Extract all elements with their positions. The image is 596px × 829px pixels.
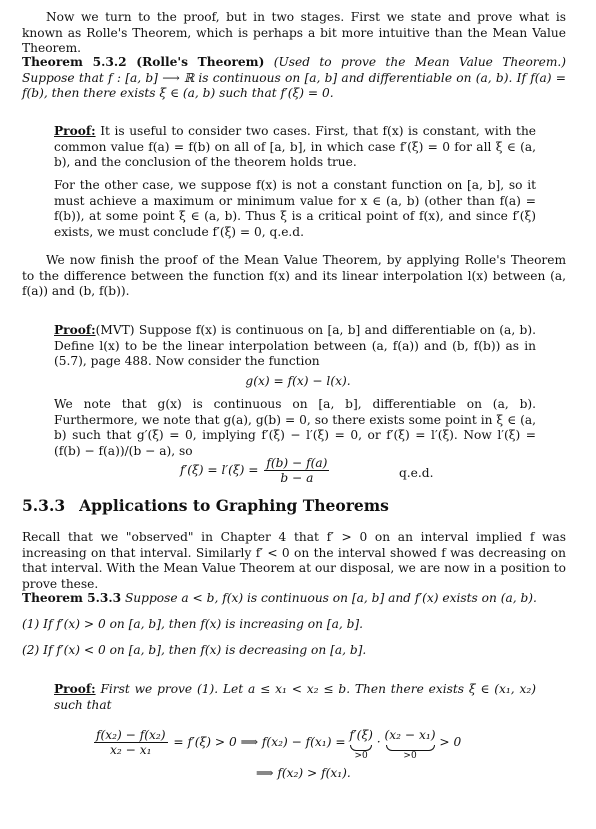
mvt-proof-text-1: (MVT) Suppose f(x) is continuous on [a, b] and differentiable on (a, b). Define l(x) to be the linear interpolation between (a, f(a)) and (b, f(b)) as in (5.7), page 488. Now consider the function — [54, 323, 536, 369]
mvt-proof-intro — [54, 323, 536, 370]
monotonic-equation — [92, 728, 461, 761]
underbrace-interval — [385, 728, 436, 761]
fraction-numerator: f(b) − f(a) — [266, 456, 328, 470]
proof-label: Proof: — [54, 682, 96, 696]
theorem-5-3-2 — [22, 55, 566, 102]
conclusion-line: ⟹ f(x₂) > f(x₁). — [256, 766, 351, 780]
theorem-5-3-3 — [22, 591, 566, 607]
equation-middle: = f′(ξ) > 0 ⟹ f(x₂) − f(x₁) = — [173, 735, 346, 749]
difference-quotient — [94, 728, 168, 757]
qed-mark: q.e.d. — [399, 466, 434, 480]
theorem-5-3-3-statement: Suppose a < b, f(x) is continuous on [a, b] and f′(x) exists on (a, b). — [124, 591, 537, 605]
underbrace-derivative — [349, 728, 373, 761]
rolle-proof-case-1 — [54, 124, 536, 171]
mvt-proof-text-2: We note that g(x) is continuous on [a, b], differentiable on (a, b). Furthermore, we note that g(a), g(b) = 0, so there exists some point in ξ ∈ (a, b) such that g′(ξ) = 0, implying f′(ξ) − l′(ξ) = 0, or f′(ξ) = l′(ξ). Now l′(ξ) = (f(b) − f(a))/(b − a), so — [54, 397, 536, 458]
equation-end: > 0 — [439, 735, 462, 749]
proof-label: Proof: — [54, 124, 96, 138]
theorem-5-3-3-item-2: (2) If f′(x) < 0 on [a, b], then f(x) is decreasing on [a, b]. — [22, 643, 367, 657]
fraction-denominator: b − a — [280, 471, 314, 485]
section-heading — [22, 498, 389, 514]
theorem-5-3-3-item-1: (1) If f′(x) > 0 on [a, b], then f(x) is increasing on [a, b]. — [22, 617, 364, 631]
section-number: 5.3.3 — [22, 496, 66, 515]
rolle-proof-text-1: It is useful to consider two cases. First, that f(x) is constant, with the common value f(a) = f(b) on all of [a, b], in which case f′(ξ) = 0 for all ξ ∈ (a, b), and the conclusion of the theorem holds true. — [54, 124, 537, 170]
underbrace-interval-term: (x₂ − x₁) — [384, 728, 436, 742]
recall-paragraph: Recall that we "observed" in Chapter 4 that f′ > 0 on an interval implied f was increasing on that interval. Similarly f′ < 0 on the interval showed f was decreasing on that interval. With the Mean Value Theorem at our disposal, we are now in a position to prove these. — [22, 530, 566, 591]
section-title: Applications to Graphing Theorems — [79, 496, 389, 515]
equation-lhs: f′(ξ) = l′(ξ) = — [180, 463, 259, 477]
underbrace-interval-label: >0 — [403, 750, 417, 761]
theorem-5-3-3-heading: Theorem 5.3.3 — [22, 591, 122, 605]
underbrace-derivative-label: >0 — [354, 750, 368, 761]
intro-paragraph: Now we turn to the proof, but in two stages. First we state and prove what is known as Rolle's Theorem, which is perhaps a bit more intuitive than the Mean Value Theorem. — [22, 10, 566, 56]
quotient-denominator: x₂ − x₁ — [110, 743, 152, 757]
equation-g: g(x) = f(x) − l(x). — [245, 374, 351, 388]
theorem-5-3-3-proof — [54, 682, 536, 713]
equation-fraction — [264, 456, 329, 485]
quotient-numerator: f(x₂) − f(x₂) — [96, 728, 166, 742]
underbrace-derivative-term: f′(ξ) — [349, 728, 373, 742]
multiply-dot: · — [376, 735, 381, 749]
finish-mvt-paragraph: We now finish the proof of the Mean Value Theorem, by applying Rolle's Theorem to the difference between the function f(x) and its linear interpolation l(x) between (a, f(a)) and (b, f(b)). — [22, 253, 566, 299]
theorem-5-3-3-proof-text: First we prove (1). Let a ≤ x₁ < x₂ ≤ b. Then there exists ξ ∈ (x₁, x₂) such that — [54, 682, 536, 712]
theorem-5-3-2-statement: (Used to prove the Mean Value Theorem.) Suppose that f : [a, b] ⟶ ℝ is continuous on [a, b] and differentiable on (a, b). If f(a) = f(b), then there exists ξ ∈ (a, b) such that f′(ξ) = 0. — [22, 55, 567, 101]
rolle-proof-case-2: For the other case, we suppose f(x) is not a constant function on [a, b], so it must achieve a maximum or minimum value for x ∈ (a, b) (other than f(a) = f(b)), at some point ξ ∈ (a, b). Thus ξ is a critical point of f(x), and since f′(ξ) exists, we must conclude f′(ξ) = 0, q.e.d. — [54, 178, 536, 239]
equation-derivative — [180, 456, 331, 485]
theorem-5-3-2-heading: Theorem 5.3.2 (Rolle's Theorem) — [22, 55, 265, 69]
proof-label: Proof: — [54, 323, 96, 337]
